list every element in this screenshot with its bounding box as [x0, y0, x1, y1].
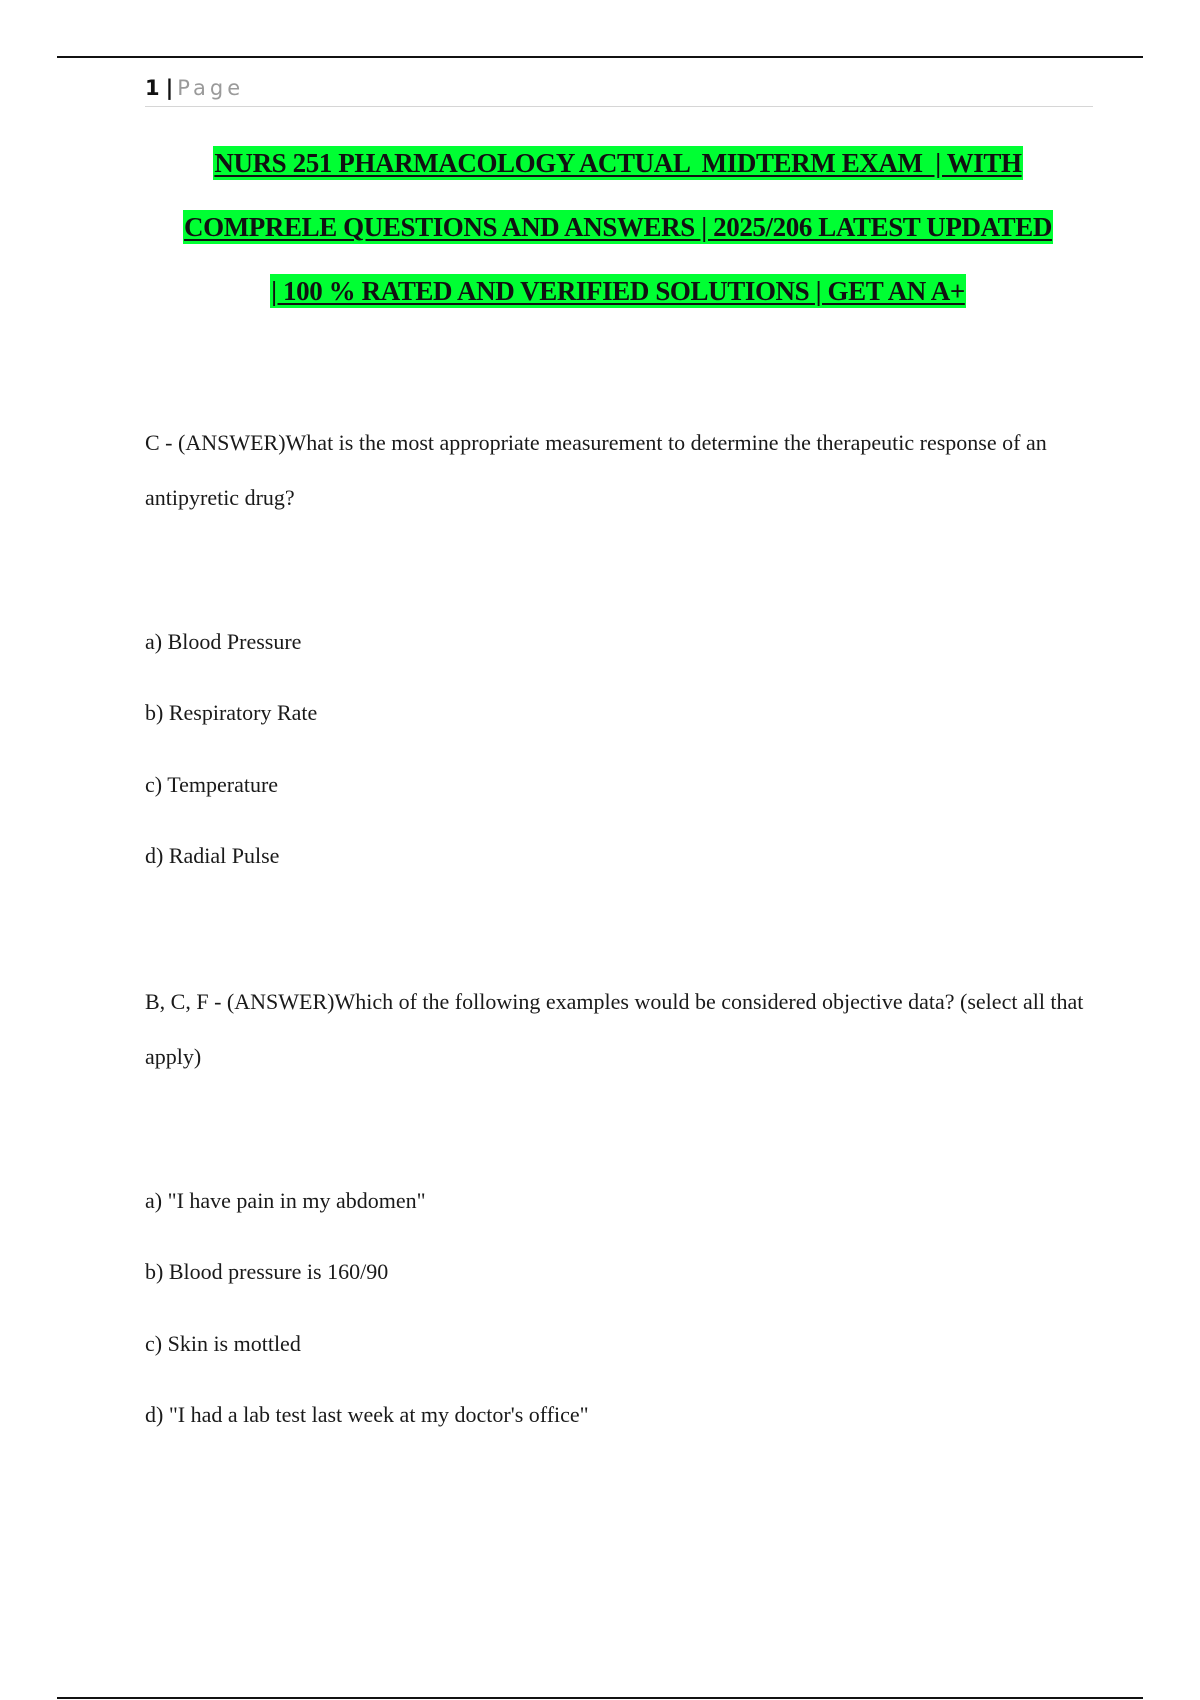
title-line-3	[0, 266, 1200, 330]
question-2-option-c: c) Skin is mottled	[145, 1331, 301, 1356]
title-line-2	[0, 202, 1200, 266]
document-title	[0, 138, 1200, 330]
question-1	[145, 415, 1105, 525]
page-label: Page	[177, 76, 245, 100]
question-1-option-d: d) Radial Pulse	[145, 843, 280, 868]
title-line-1	[0, 138, 1200, 202]
question-1-text: (ANSWER)What is the most appropriate measurement to determine the therapeutic response of an antipyretic drug?	[145, 430, 1047, 510]
page-header	[145, 74, 1093, 107]
question-1-option-a: a) Blood Pressure	[145, 629, 302, 654]
question-2-option-a: a) "I have pain in my abdomen"	[145, 1188, 426, 1213]
question-2-option-d: d) "I had a lab test last week at my doctor's office"	[145, 1402, 589, 1427]
question-2	[145, 974, 1105, 1084]
page-separator: |	[165, 76, 174, 100]
question-2-option-b: b) Blood pressure is 160/90	[145, 1259, 389, 1284]
question-2-answer-key: B, C, F -	[145, 989, 222, 1014]
question-1-answer-key: C -	[145, 430, 173, 455]
top-rule	[57, 56, 1143, 58]
bottom-rule	[57, 1697, 1143, 1699]
question-2-text-block	[145, 974, 1105, 1084]
page-number: 1	[145, 76, 160, 100]
title-line-2-text: COMPRELE QUESTIONS AND ANSWERS | 2025/206 LATEST UPDATED	[184, 212, 1052, 242]
question-1-text-block	[145, 415, 1105, 525]
title-line-1-text: NURS 251 PHARMACOLOGY ACTUAL MIDTERM EXAM | WITH	[214, 148, 1022, 178]
title-line-3-text: | 100 % RATED AND VERIFIED SOLUTIONS | GET AN A+	[271, 276, 965, 306]
question-1-option-c: c) Temperature	[145, 772, 279, 797]
question-1-option-b: b) Respiratory Rate	[145, 700, 318, 725]
question-2-text: (ANSWER)Which of the following examples would be considered objective data? (select all that apply)	[145, 989, 1084, 1069]
